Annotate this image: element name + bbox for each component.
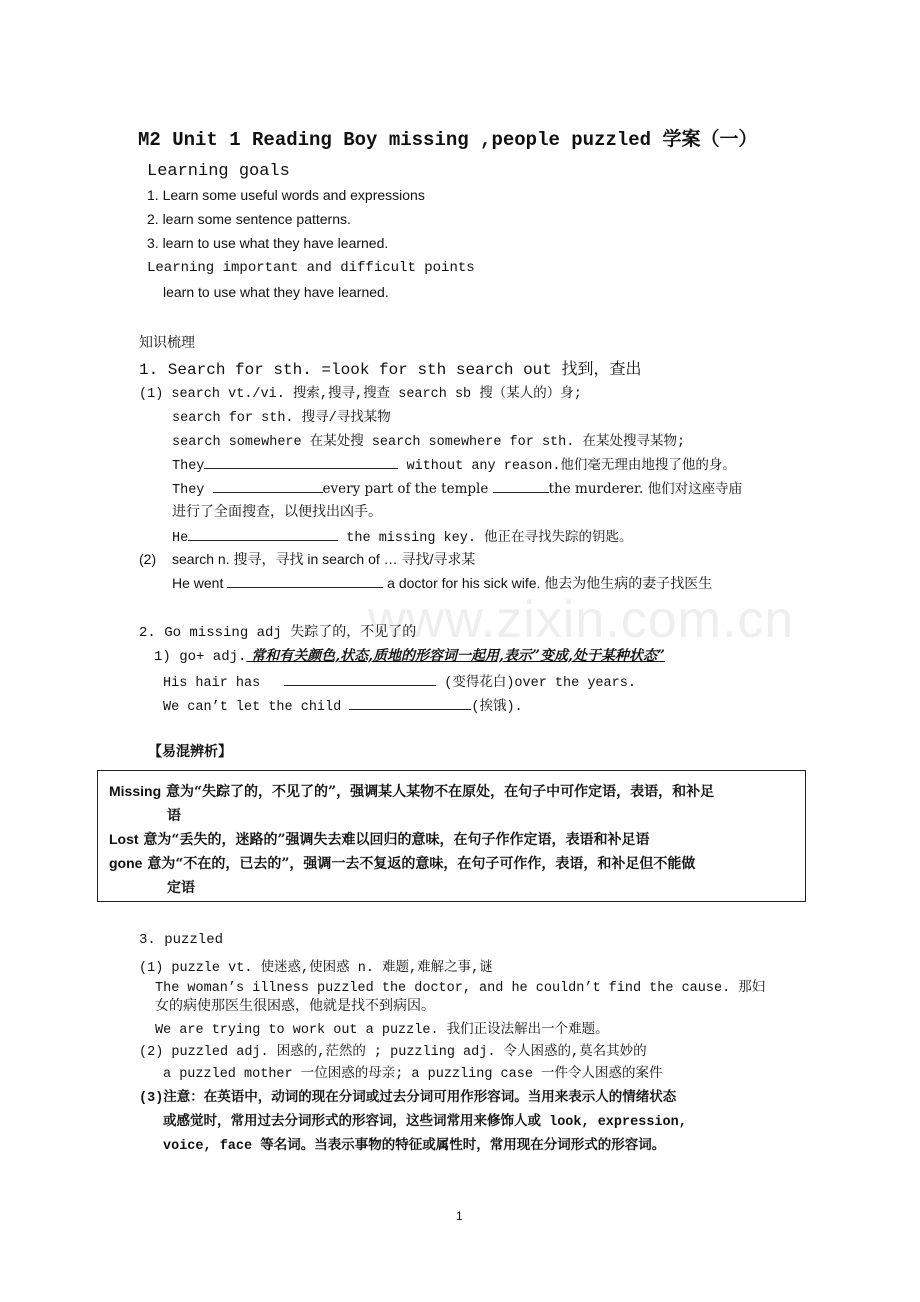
- goal-item: 3. learn to use what they have learned.: [147, 235, 389, 251]
- s1-line: [139, 549, 475, 569]
- s1-heading: 1. Search for sth. =look for sth search out 找到，查出: [139, 361, 642, 379]
- example-text: without any reason.他们毫无理由地搜了他的身。: [398, 459, 736, 474]
- confusion-lost: [109, 829, 650, 849]
- example-text: the missing key. 他正在寻找失踪的钥匙。: [338, 531, 633, 546]
- confusion-missing: [109, 781, 714, 801]
- definition: 意为“失踪了的，不见了的”，强调某人某物不在原处，在句子中可作定语，表语，和补足: [161, 784, 715, 800]
- example-text: every part of the temple: [322, 481, 493, 497]
- example-text: He: [172, 531, 189, 546]
- fill-blank[interactable]: [204, 454, 398, 469]
- learning-goals-heading: Learning goals: [147, 162, 290, 181]
- s3-line: (2) puzzled adj. 困惑的,茫然的 ; puzzling adj. 令人困惑的,莫名其妙的: [139, 1045, 647, 1060]
- section-label: 知识梳理: [139, 335, 195, 351]
- keyword: Lost: [109, 831, 139, 847]
- s2-heading: 2. Go missing adj 失踪了的，不见了的: [139, 625, 417, 641]
- s1-line: search somewhere 在某处搜 search somewhere for sth. 在某处搜寻某物;: [172, 435, 686, 450]
- s3-line: The woman’s illness puzzled the doctor, and he couldn’t find the cause. 那妇: [155, 981, 766, 996]
- example-text: a doctor for his sick wife. 他去为他生病的妻子找医生: [383, 575, 713, 591]
- s1-line: search for sth. 搜寻/寻找某物: [172, 411, 391, 426]
- example-text: search n. 搜寻，寻找 in search of … 寻找/寻求某: [172, 551, 476, 567]
- fill-blank[interactable]: [349, 695, 471, 710]
- s3-note: (3)注意：在英语中，动词的现在分词或过去分词可用作形容词。当用来表示人的情绪状态: [139, 1091, 677, 1106]
- s1-example: [172, 477, 742, 498]
- list-marker: (2): [139, 551, 157, 567]
- goal-item: 2. learn some sentence patterns.: [147, 211, 351, 227]
- s2-example: [163, 670, 636, 691]
- example-text: He went: [172, 575, 228, 591]
- s1-example: [172, 525, 633, 546]
- fill-blank[interactable]: [284, 671, 436, 686]
- points-heading: Learning important and difficult points: [147, 260, 475, 276]
- definition: 意为“丢失的，迷路的”强调失去难以回归的意味，在句子作作定语，表语和补足语: [138, 832, 650, 848]
- page-number: 1: [456, 1209, 463, 1223]
- points-text: learn to use what they have learned.: [163, 284, 389, 300]
- s2-example: [163, 694, 523, 715]
- s3-line: 女的病使那医生很困惑，他就是找不到病因。: [155, 998, 435, 1014]
- example-text: (变得花白)over the years.: [444, 676, 636, 691]
- fill-blank[interactable]: [213, 478, 323, 493]
- fill-blank[interactable]: [493, 478, 549, 493]
- s3-line: a puzzled mother 一位困惑的母亲; a puzzling case 一件令人困惑的案件: [163, 1067, 663, 1082]
- confusion-missing-cont: 语: [167, 808, 181, 824]
- example-text: the murderer. 他们对这座寺庙: [548, 481, 743, 497]
- s2-subline: [154, 645, 665, 665]
- s1-line: (1) search vt./vi. 搜索,搜寻,搜查 search sb 搜（某人的）身;: [139, 387, 582, 402]
- s3-line: (1) puzzle vt. 使迷惑,使困惑 n. 难题,难解之事,谜: [139, 961, 493, 976]
- keyword: Missing: [109, 783, 162, 799]
- s3-note: voice, face 等名词。当表示事物的特征或属性时，常用现在分词形式的形容词。: [163, 1139, 666, 1154]
- s3-line: We are trying to work out a puzzle. 我们正设法解出一个难题。: [155, 1023, 609, 1038]
- goal-item: 1. Learn some useful words and expressions: [147, 187, 425, 203]
- example-text: They: [172, 483, 213, 498]
- example-text: (挨饿).: [471, 700, 523, 715]
- s1-example: [172, 453, 736, 474]
- keyword: gone: [109, 855, 143, 871]
- fill-blank[interactable]: [188, 526, 338, 541]
- page-title: M2 Unit 1 Reading Boy missing ,people puzzled 学案（一）: [138, 129, 758, 151]
- example-text: 1) go+ adj.: [154, 649, 247, 665]
- s3-note: 或感觉时，常用过去分词形式的形容词，这些词常用来修饰人或 look, expression,: [163, 1115, 687, 1130]
- emphasis-text: 常和有关颜色,状态,质地的形容词一起用,表示”变成,处于某种状态”: [246, 648, 665, 664]
- confusion-gone-cont: 定语: [167, 880, 195, 896]
- confusion-heading: 【易混辨析】: [148, 744, 232, 760]
- fill-blank[interactable]: [227, 573, 383, 588]
- s3-heading: 3. puzzled: [139, 932, 224, 948]
- s1-example-cont: 进行了全面搜查，以便找出凶手。: [172, 504, 382, 520]
- confusion-gone: [109, 853, 695, 873]
- example-text: We can’t let the child: [163, 700, 350, 715]
- s1-example: [172, 573, 712, 593]
- example-text: His hair has: [163, 676, 261, 691]
- example-text: They: [172, 459, 205, 474]
- watermark: www.zixin.com.cn: [368, 591, 795, 649]
- definition: 意为“不在的，已去的”，强调一去不复返的意味，在句子可作作，表语，和补足但不能做: [142, 856, 696, 872]
